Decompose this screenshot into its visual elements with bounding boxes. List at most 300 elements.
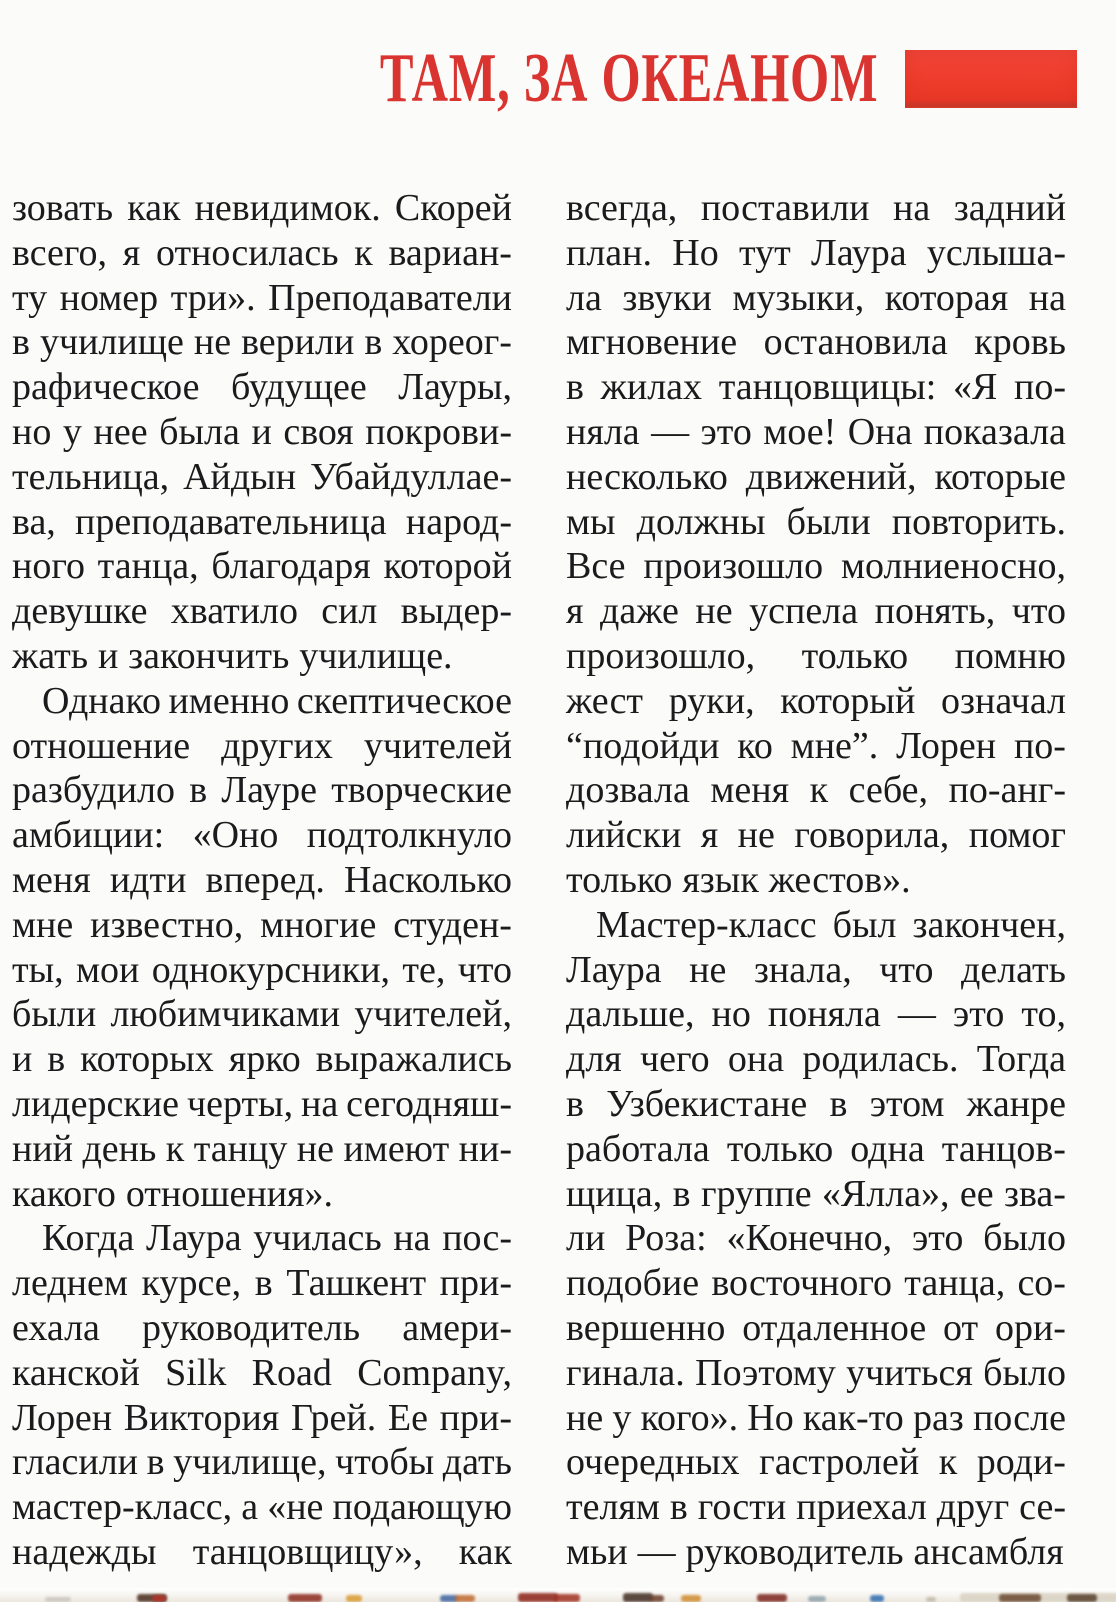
word: означал [941,679,1066,722]
word: “подойди [566,724,720,767]
word: тут [739,231,791,274]
word: Убайдуллае- [309,455,512,498]
word: Company, [357,1351,512,1394]
word: не [193,321,232,364]
word: именно [168,679,290,722]
word: народ- [405,500,512,543]
word: и [251,410,272,453]
word: Грей. [290,1396,377,1439]
word: подтолкнуло [306,814,512,857]
word: номер [59,276,159,319]
word: движений, [745,455,917,498]
word: ярко [228,1038,301,1081]
word: леднем [12,1262,128,1305]
word: ехала [12,1306,100,1349]
word: произошло [643,545,824,588]
word: в [47,1038,66,1081]
word: любимчиками [110,993,341,1036]
word: на [393,1217,431,1260]
word: остановила [763,321,948,364]
word: жилах [600,366,703,409]
text-line [566,903,1066,948]
word: Лорен [12,1396,113,1439]
word: вариан- [388,231,512,274]
text-line [12,1306,512,1351]
word: я [122,231,141,274]
text-line [12,768,512,813]
word: язык [682,858,759,901]
word: было [983,1217,1066,1260]
word: верили [241,321,355,364]
word: выражались [315,1038,512,1081]
word: как [458,1530,512,1573]
word: Тогда [976,1038,1066,1081]
word: в [669,1486,688,1529]
word: Узбекистане [606,1082,808,1125]
word: и [97,634,119,677]
photo-strip-blob [518,1593,558,1602]
word: меня [12,858,91,901]
word: не [566,1396,604,1439]
word: разбудило [12,769,176,812]
word: в [146,1441,165,1484]
word: надежды [12,1530,157,1573]
word: относилась [155,231,339,274]
word: ко [737,724,773,767]
text-line [566,186,1066,231]
word: се- [1019,1486,1066,1529]
word: Лауры, [398,366,512,409]
text-line [566,948,1066,993]
text-line [12,724,512,769]
word: — [651,410,690,453]
word: скептическое [296,679,512,722]
word: очередных [566,1441,740,1484]
word: амбиции: [12,814,165,857]
word: я [566,590,584,633]
text-line [566,544,1066,589]
word: руки, [668,679,755,722]
photo-strip-blob [554,1594,580,1602]
word: по-анг- [948,769,1066,812]
word: жест [566,679,644,722]
word: творческие [331,769,512,812]
word: к [938,1441,958,1484]
word: вершенно [566,1306,726,1349]
word: ансамбля [913,1530,1064,1573]
text-line [12,455,512,500]
word: жать [12,634,89,677]
word: своя [283,410,354,453]
word: повторить. [891,500,1066,543]
word: день [82,1127,157,1170]
word: но [711,993,751,1036]
word: благодаря [211,545,371,588]
word: щица, [566,1172,663,1215]
word: которых [80,1038,214,1081]
word: однокурсники, [151,948,391,991]
photo-strip-blob [650,1595,664,1602]
word: ли [566,1217,606,1260]
photo-strip-blob [1067,1594,1097,1602]
word: мгновение [566,321,738,364]
word: были [12,993,97,1036]
word: ний [12,1127,74,1170]
word: всего, [12,231,108,274]
word: Преподаватели [268,276,512,319]
word: звуки [622,276,712,319]
word: «Ялла», [821,1172,950,1215]
word: план. [566,231,653,274]
photo-strip-blob [808,1596,826,1602]
word: в [566,1082,584,1125]
word: восточного [711,1262,893,1305]
text-line [12,1530,512,1575]
word: многие [260,903,377,946]
text-line [12,1351,512,1396]
word: Она [847,410,913,453]
photo-strip-blob [999,1594,1041,1602]
word: Silk [165,1351,227,1394]
word: Айдын [183,455,297,498]
word: на [893,187,931,229]
text-line [12,634,512,679]
word: себе, [848,769,929,812]
word: даже [600,590,679,633]
word: — [637,1530,676,1573]
section-title: ТАМ, ЗА ОКЕАНОМ [379,40,878,117]
word: телям [566,1486,660,1529]
text-line [12,365,512,410]
word: роди- [976,1441,1066,1484]
word: меня [710,769,790,812]
text-line [566,1351,1066,1396]
word: канской [12,1351,140,1394]
word: это [911,1217,964,1260]
word: гости [697,1486,787,1529]
word: Но [672,231,719,274]
word: было [983,1351,1066,1394]
word: Но [747,1396,794,1439]
text-line [566,320,1066,365]
word: вперед. [205,858,325,901]
word: «Я [952,366,998,409]
word: подобие [566,1262,700,1305]
word: молниеносно, [840,545,1066,588]
word: мне”. [790,724,879,767]
text-line [12,679,512,724]
word: при- [439,1262,512,1305]
word: то, [1021,993,1066,1036]
word: на [301,1082,339,1125]
word: идти [109,858,187,901]
word: рафическое [12,366,200,409]
word: этом [869,1082,945,1125]
word: кровь [974,321,1066,364]
word: мои [75,948,140,991]
word: мне [12,903,74,946]
word: училище, [173,1441,327,1484]
word: знала, [753,948,852,991]
text-line [566,724,1066,769]
word: в [829,1082,848,1125]
word: ты, [12,948,64,991]
word: Однако [42,679,162,722]
word: Роза: [625,1217,707,1260]
word: после [972,1396,1066,1439]
word: няла [566,410,640,453]
word: «Оно [192,814,279,857]
word: для [566,1038,622,1081]
word: это [952,993,1005,1036]
word: покрови- [365,410,512,453]
word: мое! [763,410,837,453]
word: тельница, [12,455,170,498]
text-line [12,589,512,634]
text-line [566,858,1066,903]
word: учителей [363,724,512,767]
word: по- [1013,724,1066,767]
word: мы [566,500,616,543]
text-line [12,903,512,948]
word: только [566,858,673,901]
word: родилась. [802,1038,959,1081]
word: помог [968,814,1066,857]
word: те, [402,948,446,991]
word: говорила, [794,814,950,857]
word: черты, [186,1082,294,1125]
word: в [12,321,30,364]
word: был [832,903,897,946]
word: дать [442,1441,512,1484]
word: учителей, [354,993,512,1036]
word: при- [439,1396,512,1439]
word: от [943,1306,979,1349]
word: что [879,948,934,991]
word: мьи [566,1530,628,1573]
word: в [254,1262,273,1305]
text-line [566,1127,1066,1172]
word: учиться [846,1351,973,1394]
word: студен- [393,903,512,946]
text-line [12,1082,512,1127]
text-column-left [12,186,512,1575]
word: Лаура [146,1217,242,1260]
word: ла [566,276,602,319]
word: не [296,1127,334,1170]
text-line [566,455,1066,500]
word: на [1028,276,1066,319]
word: показала [923,410,1066,453]
word: пос- [442,1217,512,1260]
word: девушке [12,590,148,633]
word: Лаура [566,948,662,991]
photo-strip-blob [455,1595,475,1602]
word: отношения». [125,1172,334,1215]
word: лийски [566,814,682,857]
word: училище [39,321,184,364]
word: музыки, [732,276,865,319]
word: задний [953,187,1066,229]
text-line [12,1172,512,1217]
word: руководитель [685,1530,904,1573]
text-line [566,365,1066,410]
word: не [695,590,733,633]
word: произошло, [566,634,756,677]
word: отдаленное [742,1306,927,1349]
word: Ее [387,1396,428,1439]
word: училище. [299,634,453,677]
word: и [12,1038,33,1081]
photo-strip-blob [45,1597,71,1602]
word: подающую [332,1486,512,1529]
word: друг [936,1486,1010,1529]
word: Ташкент [286,1262,427,1305]
word: нее [93,410,148,453]
word: лидерские [12,1082,180,1125]
word: Road [251,1351,332,1394]
word: имеют [343,1127,450,1170]
word: не [737,814,775,857]
word: которые [934,455,1066,498]
word: помню [954,634,1066,677]
word: «не [267,1486,324,1529]
text-line [566,679,1066,724]
word: должны [636,500,766,543]
word: которой [383,545,512,588]
text-line [566,1037,1066,1082]
text-line [566,1261,1066,1306]
word: группе [700,1172,812,1215]
word: амери- [402,1306,512,1349]
word: у [612,1396,632,1439]
word: только [801,634,909,677]
text-line [12,276,512,321]
word: гласили [12,1441,138,1484]
word: Скорей [394,187,512,229]
word: кого». [640,1396,739,1439]
word: сегодняш- [346,1082,512,1125]
word: к [809,769,829,812]
word: всегда, [566,187,678,229]
photo-strip-blob [681,1595,701,1602]
word: закончен, [912,903,1066,946]
word: сил [321,590,378,633]
word: чего [640,1038,710,1081]
word: поняла [767,993,881,1036]
word: три». [170,276,256,319]
photo-strip-blob [346,1595,362,1602]
photo-strip-blob [288,1594,322,1602]
word: гастролей [759,1441,920,1484]
photo-strip [0,1588,1116,1602]
text-line [566,276,1066,321]
word: Лорен [896,724,997,767]
word: успела [749,590,859,633]
word: услыша- [926,231,1066,274]
word: Мастер-класс [596,903,817,946]
word: Все [566,545,626,588]
word: к [165,1127,185,1170]
text-line [12,544,512,589]
word: раз [912,1396,964,1439]
word: руководитель [142,1306,361,1349]
word: поставили [700,187,870,229]
word: Лаура [810,231,907,274]
word: танца, [904,1262,1006,1305]
text-line [566,813,1066,858]
word: ни- [458,1127,512,1170]
text-line [12,186,512,231]
word: ного [12,545,85,588]
text-line [566,1172,1066,1217]
photo-strip-blob [623,1593,653,1602]
text-line [12,1440,512,1485]
word: мастер-класс, [12,1486,233,1529]
word: приехал [796,1486,927,1529]
word: хватило [170,590,298,633]
word: она [727,1038,785,1081]
word: зовать [12,187,114,229]
text-line [12,1396,512,1441]
text-line [12,858,512,903]
word: Когда [42,1217,135,1260]
word: были [786,500,871,543]
photo-strip-blob [870,1595,884,1602]
word: как-то [802,1396,904,1439]
word: закончить [128,634,290,677]
text-line [12,1127,512,1172]
text-line [566,634,1066,679]
word: училась [253,1217,382,1260]
text-line [12,500,512,545]
word: будущее [230,366,367,409]
word: танцовщицы: [718,366,937,409]
text-line [566,1530,1066,1575]
word: какого [12,1172,116,1215]
text-column-right [566,186,1066,1575]
word: Поэтому [695,1351,836,1394]
word: со- [1017,1262,1066,1305]
word: по- [1014,366,1066,409]
word: зва- [1003,1172,1066,1215]
text-line [12,992,512,1037]
word: только [726,1127,834,1170]
text-line [12,1037,512,1082]
word: делать [961,948,1066,991]
word: танцовщицу», [192,1530,423,1573]
word: который [780,679,916,722]
word: в [364,321,383,364]
text-line [566,1216,1066,1261]
photo-strip-blob [757,1594,787,1602]
word: чтобы [335,1441,435,1484]
word: Виктория [123,1396,280,1439]
text-line [566,1485,1066,1530]
page-header [0,40,1077,117]
text-line [12,1261,512,1306]
photo-strip-blob [926,1597,936,1602]
word: ва, [12,500,56,543]
word: а [241,1486,259,1529]
text-line [12,231,512,276]
word: ту [12,276,48,319]
text-line [566,1306,1066,1351]
text-line [12,813,512,858]
text-line [566,410,1066,455]
text-line [566,768,1066,813]
word: танцов- [941,1127,1066,1170]
